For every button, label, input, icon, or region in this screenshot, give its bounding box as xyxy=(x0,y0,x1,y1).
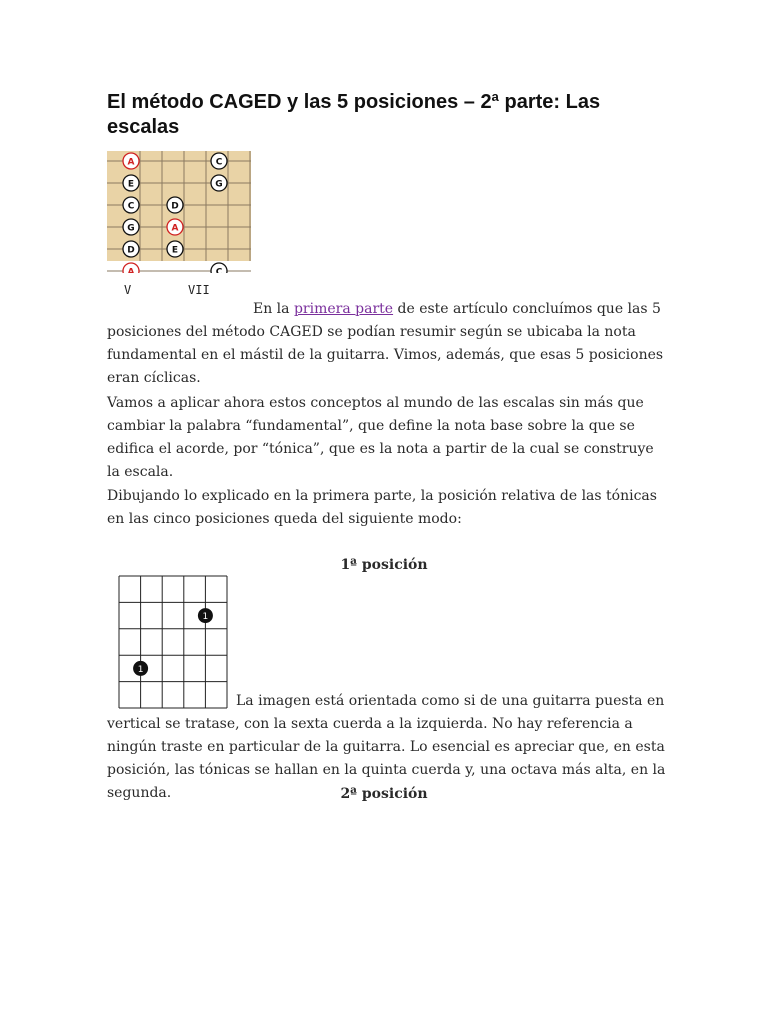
heading-posicion-1: 1ª posición xyxy=(340,557,428,573)
note-label: C xyxy=(215,157,223,168)
fret-label-v: V xyxy=(124,283,132,297)
intro-text-after: de este artículo concluímos que las 5 posiciones del método CAGED se podían resumir según se ubicaba la nota fundamental en el mástil de la guitarra. Vimos, además, que esas 5 posiciones eran cíclicas. xyxy=(107,301,664,386)
note-label: A xyxy=(127,267,135,273)
fretboard-svg xyxy=(107,143,253,273)
note-label: C xyxy=(215,267,223,273)
note-label: G xyxy=(127,223,135,234)
note-label: D xyxy=(127,245,135,256)
paragraph-dibujando: Dibujando lo explicado en la primera parte, la posición relativa de las tónicas en las cinco posiciones queda del siguiente modo: xyxy=(107,488,657,527)
note-label: E xyxy=(127,179,135,190)
fretboard-diagram xyxy=(107,143,253,277)
note-label: A xyxy=(127,157,135,168)
heading-posicion-2: 2ª posición xyxy=(340,786,428,802)
article-title: El método CAGED y las 5 posiciones – 2ª parte: Las escalas xyxy=(107,91,601,138)
position-1-grid-svg xyxy=(118,575,230,709)
position-1-caption-text: La imagen está orientada como si de una guitarra puesta en vertical se tratase, con la sexta cuerda a la izquierda. No hay referencia a ningún traste en particular de la guitarra. Lo esencial es apreciar que, en esta posición, las tónicas se hallan en la quinta cuerda y, una octava más alta, en la segunda. xyxy=(107,693,666,801)
intro-text-before: En la xyxy=(253,301,294,317)
note-label: C xyxy=(127,201,135,212)
note-label: G xyxy=(215,179,223,190)
note-label: A xyxy=(171,223,179,234)
intro-paragraph xyxy=(107,298,667,390)
note-label: D xyxy=(171,201,179,212)
paragraph-escalas: Vamos a aplicar ahora estos conceptos al mundo de las escalas sin más que cambiar la palabra “fundamental”, que define la nota base sobre la que se edifica el acorde, por “tónica”, que es la nota a partir de la cual se construye la escala. xyxy=(107,395,654,480)
tonic-dot-label: 1 xyxy=(202,612,209,623)
tonic-dot-label: 1 xyxy=(137,664,144,675)
primera-parte-link[interactable]: primera parte xyxy=(293,301,394,317)
fret-label-vii: VII xyxy=(188,283,210,297)
note-label: E xyxy=(171,245,179,256)
